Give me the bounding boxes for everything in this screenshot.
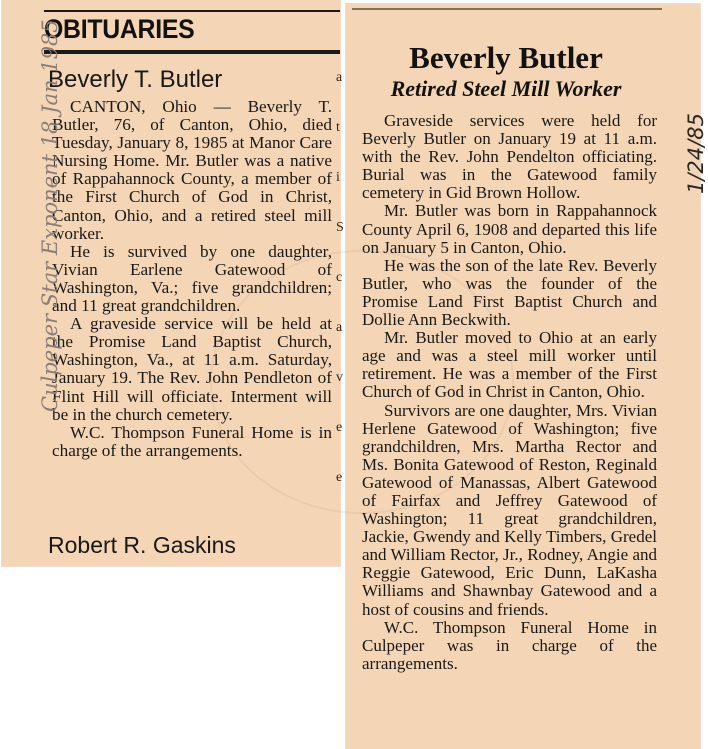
left-paragraph: He is survived by one daughter, Vivian Earlene Gatewood of Washington, Va.; five grandchildren; and 11 great grandchildren.	[52, 241, 332, 316]
header-top-rule	[44, 10, 340, 12]
edge-fragment: i	[336, 170, 340, 185]
right-paragraph: Mr. Butler moved to Ohio at an early age and was a steel mill worker until retirement. He was a member of the First Church of God in Christ in Canton, Ohio.	[362, 328, 657, 402]
edge-fragment: a	[336, 320, 343, 335]
handwritten-source-note: Culpeper Star Exponent 18 Jan 1985	[38, 19, 62, 412]
edge-fragment: a	[336, 70, 343, 85]
handwritten-date: 1/24/85	[684, 113, 708, 194]
right-paragraph: Graveside services were held for Beverly Butler on January 19 at 11 a.m. with the Rev. John Pendelton officiating. Burial was in the Gatewood family cemetery in Gid Brown Hollow.	[362, 111, 657, 203]
right-paragraph: He was the son of the late Rev. Beverly Butler, who was the founder of the Promise Land First Baptist Church and Dollie Ann Beckwith.	[362, 255, 657, 330]
left-obituary-body	[52, 98, 332, 460]
obituary-subtitle: Retired Steel Mill Worker	[390, 76, 622, 101]
obituary-title: Beverly Butler	[409, 40, 603, 75]
edge-fragment: e	[336, 420, 343, 435]
edge-fragment: e	[336, 470, 343, 485]
right-top-rule	[352, 8, 662, 10]
edge-fragment: t	[336, 120, 340, 135]
right-paragraph: Survivors are one daughter, Mrs. Vivian Herlene Gatewood of Washington; five grandchildren, Mrs. Martha Rector and Ms. Bonita Gatewood of Reston, Reginald Gatewood of Manassas, Albert Gatewood of Fairfax and Jeffrey Gatewood of Washington; 11 great grandchildren, Jackie, Gwendy and Kelly Timbers, Gredel and William Rector, Jr., Rodney, Angie and Reggie Gatewood, Eric Dunn, LaKasha Williams and Shawnbay Gatewood and a host of cousins and friends.	[362, 400, 657, 619]
left-paragraph: A graveside service will be held at the Promise Land Baptist Church, Washington, Va., at 11 a.m. Saturday, January 19. The Rev. John Pendleton of Flint Hill will officiate. Interment will be in the church cemetery.	[52, 314, 332, 424]
right-paragraph: W.C. Thompson Funeral Home in Culpeper was in charge of the arrangements.	[362, 617, 657, 673]
next-obituary-name: Robert R. Gaskins	[48, 532, 236, 558]
right-obituary-body	[362, 112, 657, 673]
right-paragraph: Mr. Butler was born in Rappahannock County April 6, 1908 and departed this life on January 5 in Canton, Ohio.	[362, 201, 657, 257]
edge-fragment: c	[336, 270, 343, 285]
edge-fragment: v	[336, 370, 343, 385]
left-paragraph: CANTON, Ohio — Beverly T. Butler, 76, of Canton, Ohio, died Tuesday, January 8, 1985 at Manor Care Nursing Home. Mr. Butler was a native of Rappahannock County, a member of the First Church of God in Christ, Canton, Ohio, and a retired steel mill worker.	[52, 97, 332, 243]
section-header: OBITUARIES	[44, 14, 195, 44]
obituary-name-heading: Beverly T. Butler	[48, 66, 223, 93]
header-bottom-rule	[44, 50, 340, 54]
left-paragraph: W.C. Thompson Funeral Home is in charge of the arrangements.	[52, 422, 332, 460]
edge-fragment: S	[336, 220, 344, 235]
